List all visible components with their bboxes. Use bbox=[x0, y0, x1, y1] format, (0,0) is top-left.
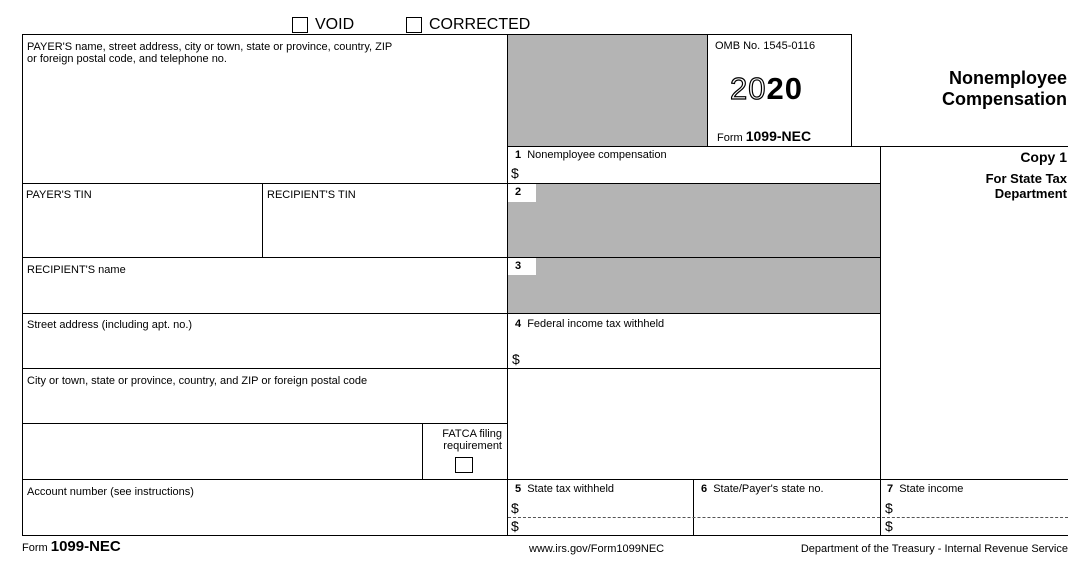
top-border bbox=[22, 34, 852, 35]
footer-form-prefix: Form bbox=[22, 542, 48, 554]
box5-number: 5 bbox=[515, 483, 522, 495]
form-title-line2: Compensation bbox=[941, 89, 1067, 109]
city-label: City or town, state or province, country, and ZIP or foreign postal code bbox=[27, 375, 368, 387]
copy-destination-line2: Department bbox=[994, 186, 1067, 201]
divider-fatca-vertical bbox=[422, 423, 423, 479]
form-title-line1: Nonemployee bbox=[948, 68, 1067, 88]
box3-number: 3 bbox=[515, 260, 522, 272]
tax-year-light: 20 bbox=[730, 71, 767, 106]
box7-dollar-sign-1: $ bbox=[885, 500, 893, 516]
void-label: VOID bbox=[315, 16, 355, 33]
payer-name-label: PAYER'S name, street address, city or town, state or province, country, ZIP bbox=[27, 41, 393, 53]
blank-field[interactable] bbox=[23, 424, 421, 478]
box5-amount-field-2[interactable] bbox=[522, 518, 692, 535]
payer-name-field[interactable] bbox=[23, 66, 507, 182]
divider-street-bottom bbox=[22, 368, 881, 369]
box2-number: 2 bbox=[515, 186, 522, 198]
void-checkbox[interactable] bbox=[292, 17, 308, 33]
box6-label bbox=[701, 483, 824, 495]
box4-dollar-sign: $ bbox=[512, 351, 520, 367]
box4-number: 4 bbox=[515, 318, 522, 330]
box5-label bbox=[515, 483, 614, 495]
divider-tin-bottom bbox=[22, 257, 881, 258]
footer-form-name: 1099-NEC bbox=[50, 538, 121, 555]
payer-name-label-2: or foreign postal code, and telephone no. bbox=[27, 53, 227, 65]
box5-amount-field-1[interactable] bbox=[522, 498, 692, 516]
box4-amount-field[interactable] bbox=[524, 345, 878, 367]
box3-number-tab bbox=[508, 258, 536, 275]
recipient-name-label: RECIPIENT'S name bbox=[27, 264, 126, 276]
box6-text: State/Payer's state no. bbox=[713, 483, 824, 495]
divider-box5-6 bbox=[693, 479, 694, 536]
payer-tin-label: PAYER'S TIN bbox=[26, 189, 92, 201]
omb-form-prefix: Form bbox=[717, 132, 743, 144]
omb-shaded-area bbox=[508, 35, 707, 146]
divider-vertical-omb bbox=[707, 34, 708, 147]
omb-form-name: 1099-NEC bbox=[745, 128, 812, 144]
box4-text: Federal income tax withheld bbox=[527, 318, 665, 330]
divider-copy-top bbox=[880, 146, 1068, 147]
omb-form-id bbox=[717, 128, 811, 144]
box7-label bbox=[887, 483, 963, 495]
box1-number: 1 bbox=[515, 149, 522, 161]
copy-destination-line1: For State Tax bbox=[985, 171, 1067, 186]
box5-dollar-sign-1: $ bbox=[511, 500, 519, 516]
box1-dollar-sign: $ bbox=[511, 165, 519, 181]
box6-field-2[interactable] bbox=[695, 518, 879, 535]
box7-text: State income bbox=[899, 483, 964, 495]
bottom-border bbox=[22, 535, 1068, 536]
omb-number: OMB No. 1545-0116 bbox=[715, 40, 816, 52]
box3-shaded-area bbox=[508, 258, 881, 313]
box7-dollar-sign-2: $ bbox=[885, 518, 893, 534]
corrected-checkbox[interactable] bbox=[406, 17, 422, 33]
recipient-tin-field[interactable] bbox=[263, 203, 506, 256]
corrected-label: CORRECTED bbox=[429, 16, 531, 33]
city-field[interactable] bbox=[23, 389, 507, 422]
divider-account-top bbox=[22, 479, 1068, 480]
box1-text: Nonemployee compensation bbox=[527, 149, 667, 161]
street-address-field[interactable] bbox=[23, 333, 507, 367]
copy-label: Copy 1 bbox=[1020, 149, 1067, 165]
box7-amount-field-1[interactable] bbox=[896, 498, 1068, 516]
account-number-field[interactable] bbox=[23, 500, 507, 534]
footer-department: Department of the Treasury - Internal Revenue Service bbox=[800, 543, 1068, 555]
street-address-label: Street address (including apt. no.) bbox=[27, 319, 193, 331]
divider-vertical-right bbox=[880, 146, 881, 536]
box5-dollar-sign-2: $ bbox=[511, 518, 519, 534]
box7-amount-field-2[interactable] bbox=[896, 518, 1068, 535]
tax-year-bold: 20 bbox=[766, 71, 803, 106]
box1-amount-field[interactable] bbox=[522, 163, 878, 182]
fatca-label-line1: FATCA filing bbox=[442, 428, 502, 440]
box2-number-tab bbox=[508, 184, 536, 202]
divider-payer-bottom bbox=[22, 183, 881, 184]
box2-shaded-area bbox=[508, 184, 881, 258]
fatca-label-line2: requirement bbox=[443, 440, 502, 452]
tax-year bbox=[730, 71, 803, 107]
footer-form-id bbox=[22, 538, 121, 555]
box4-label bbox=[515, 318, 664, 330]
payer-tin-field[interactable] bbox=[23, 203, 261, 256]
divider-vertical-omb-right bbox=[851, 34, 852, 147]
footer-url: www.irs.gov/Form1099NEC bbox=[529, 543, 665, 555]
box1-label bbox=[515, 149, 667, 161]
divider-omb-bottom bbox=[507, 146, 881, 147]
box7-number: 7 bbox=[887, 483, 894, 495]
box6-field-1[interactable] bbox=[695, 498, 879, 516]
account-number-label: Account number (see instructions) bbox=[27, 486, 194, 498]
recipient-name-field[interactable] bbox=[23, 278, 507, 312]
recipient-tin-label: RECIPIENT'S TIN bbox=[267, 189, 356, 201]
divider-vertical-main bbox=[507, 34, 508, 536]
box5-text: State tax withheld bbox=[527, 483, 615, 495]
divider-name-bottom bbox=[22, 313, 881, 314]
box6-number: 6 bbox=[701, 483, 708, 495]
fatca-checkbox[interactable] bbox=[455, 457, 473, 473]
